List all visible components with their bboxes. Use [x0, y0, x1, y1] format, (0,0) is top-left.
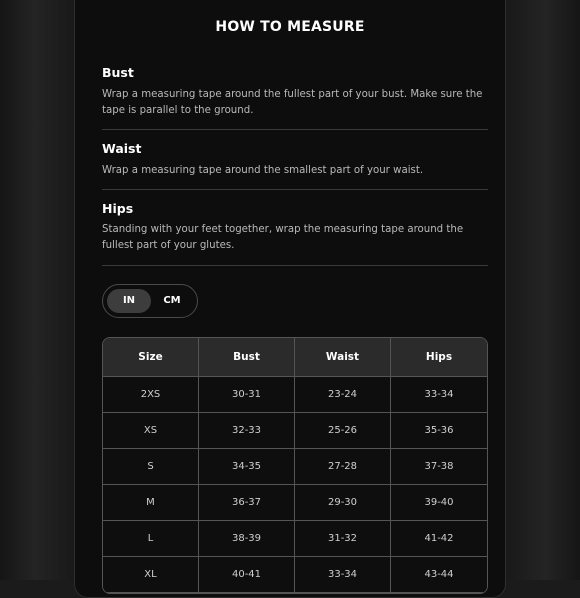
- cell-hips: 39-40: [391, 485, 487, 521]
- cell-bust: 32-33: [199, 413, 295, 449]
- page-title: HOW TO MEASURE: [215, 19, 365, 35]
- cell-waist: 25-26: [295, 413, 391, 449]
- cell-bust: 38-39: [199, 521, 295, 557]
- cell-hips: 43-44: [391, 557, 487, 593]
- section-text-hips: Standing with your feet together, wrap the measuring tape around the fullest part of your glutes.: [102, 224, 464, 251]
- section-text-bust: Wrap a measuring tape around the fullest part of your bust. Make sure the tape is parallel to the ground.: [102, 89, 483, 116]
- size-table: [102, 337, 488, 594]
- unit-toggle: [102, 284, 198, 318]
- cell-bust: 40-41: [199, 557, 295, 593]
- cell-size: XL: [103, 557, 199, 593]
- table-row: [103, 413, 487, 449]
- cell-hips: 33-34: [391, 377, 487, 413]
- table-header-row: [103, 338, 487, 377]
- cell-waist: 27-28: [295, 449, 391, 485]
- section-text-waist: Wrap a measuring tape around the smallest part of your waist.: [102, 165, 424, 176]
- divider: [102, 129, 488, 130]
- table-row: [103, 377, 487, 413]
- section-heading-waist: Waist: [102, 141, 142, 156]
- unit-option-cm[interactable]: CM: [163, 295, 181, 306]
- cell-waist: 31-32: [295, 521, 391, 557]
- table-row: [103, 485, 487, 521]
- table-row: [103, 449, 487, 485]
- cell-size: M: [103, 485, 199, 521]
- section-heading-hips: Hips: [102, 201, 134, 216]
- cell-size: 2XS: [103, 377, 199, 413]
- table-row: [103, 557, 487, 593]
- cell-hips: 35-36: [391, 413, 487, 449]
- cell-waist: 23-24: [295, 377, 391, 413]
- column-header-size: Size: [103, 338, 199, 377]
- cell-waist: 29-30: [295, 485, 391, 521]
- unit-option-in[interactable]: IN: [107, 289, 151, 313]
- cell-bust: 30-31: [199, 377, 295, 413]
- cell-waist: 33-34: [295, 557, 391, 593]
- section-heading-bust: Bust: [102, 65, 134, 80]
- cell-bust: 34-35: [199, 449, 295, 485]
- cell-bust: 36-37: [199, 485, 295, 521]
- column-header-hips: Hips: [391, 338, 487, 377]
- cell-size: L: [103, 521, 199, 557]
- cell-hips: 37-38: [391, 449, 487, 485]
- cell-size: S: [103, 449, 199, 485]
- column-header-bust: Bust: [199, 338, 295, 377]
- table-row: [103, 521, 487, 557]
- cell-size: XS: [103, 413, 199, 449]
- divider: [102, 265, 488, 266]
- divider: [102, 189, 488, 190]
- column-header-waist: Waist: [295, 338, 391, 377]
- cell-hips: 41-42: [391, 521, 487, 557]
